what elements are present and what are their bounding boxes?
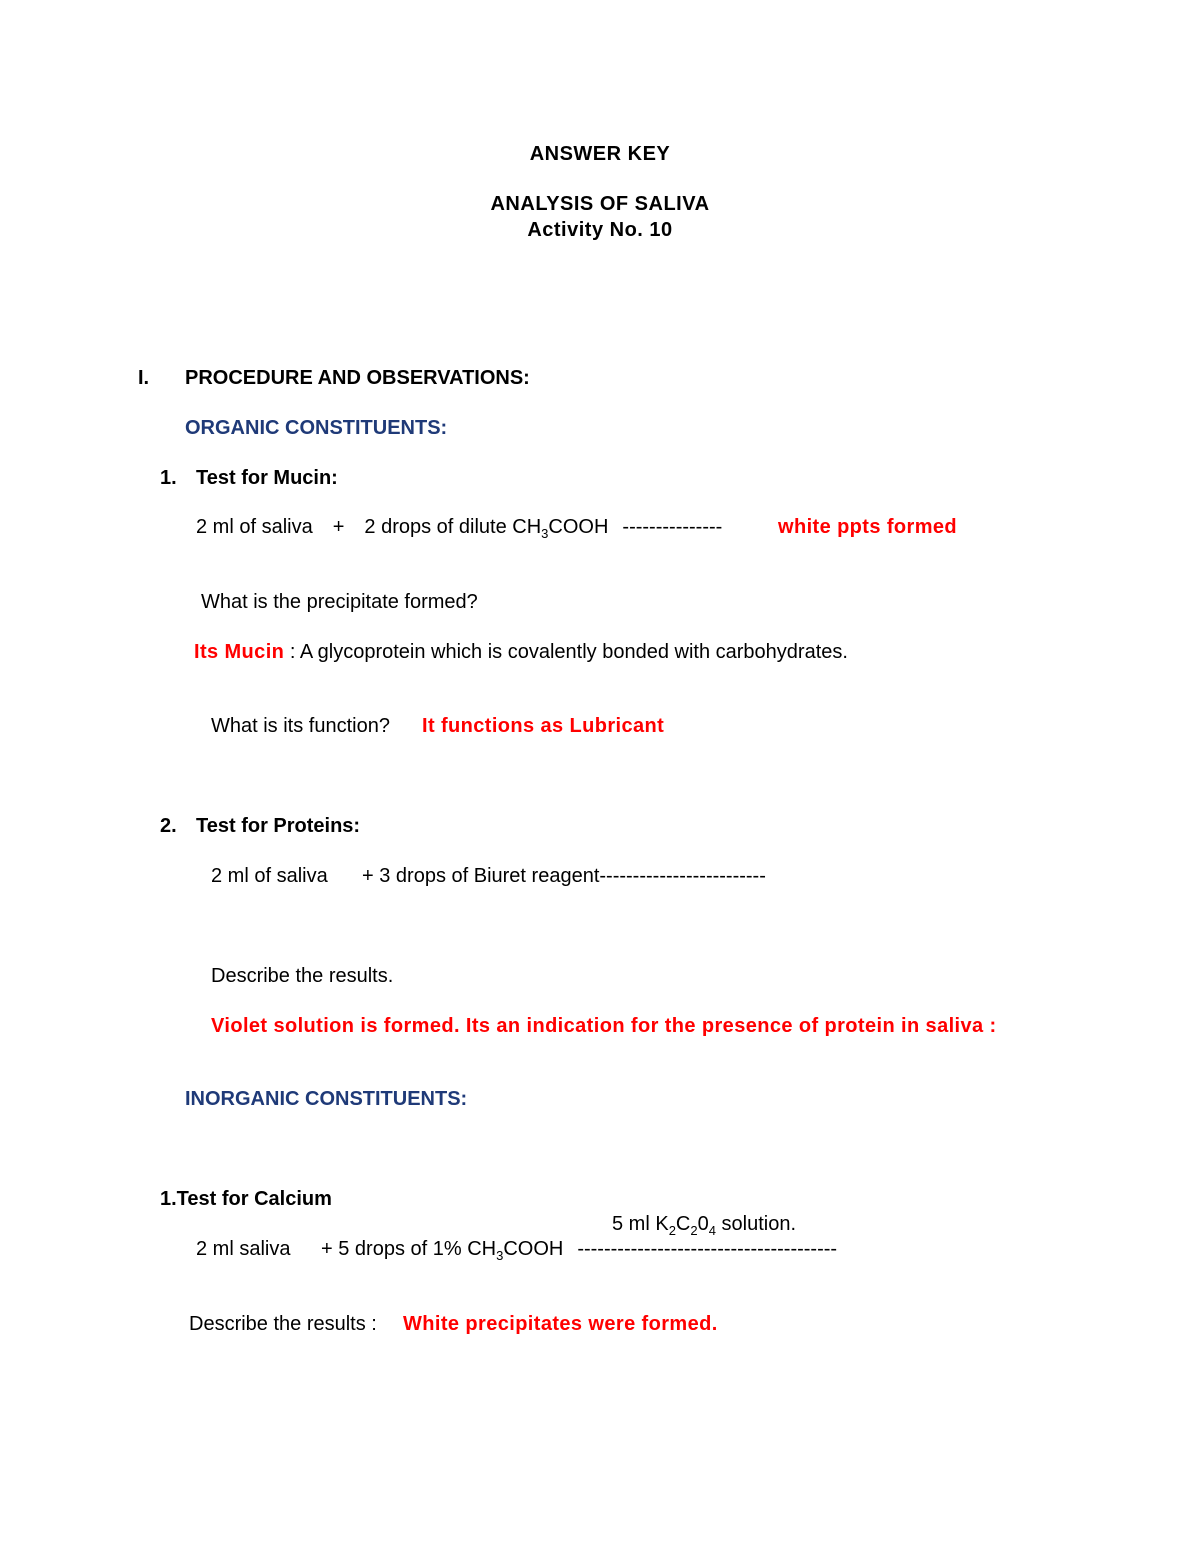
calcium-result: White precipitates were formed. bbox=[403, 1313, 718, 1335]
calcium-test-title: 1.Test for Calcium bbox=[160, 1188, 332, 1210]
mucin-function-answer: It functions as Lubricant bbox=[422, 715, 665, 737]
calcium-reagent-prefix: 5 ml K bbox=[612, 1213, 669, 1235]
calcium-describe-prompt: Describe the results : bbox=[189, 1313, 377, 1335]
calcium-reagent-subscript-1: 2 bbox=[668, 1223, 676, 1238]
protein-test-title: Test for Proteins: bbox=[196, 815, 361, 837]
protein-result: Violet solution is formed. Its an indication for the presence of protein in saliva : bbox=[211, 1015, 997, 1037]
calcium-drops-subscript: 3 bbox=[496, 1248, 504, 1263]
inorganic-heading: INORGANIC CONSTITUENTS: bbox=[185, 1088, 468, 1110]
section-heading: PROCEDURE AND OBSERVATIONS: bbox=[185, 367, 530, 389]
calcium-reagent-label bbox=[612, 1213, 797, 1238]
mucin-result: white ppts formed bbox=[778, 516, 958, 538]
section-numeral: I. bbox=[138, 367, 150, 389]
protein-arrow-dashes: ------------------------- bbox=[599, 865, 766, 887]
mucin-reagent: 2 drops of dilute CH bbox=[364, 516, 542, 538]
calcium-reagent-subscript-3: 4 bbox=[708, 1223, 716, 1238]
mucin-reagent-subscript: 3 bbox=[541, 526, 549, 541]
calcium-drops-suffix: COOH bbox=[503, 1238, 564, 1260]
mucin-test-title: Test for Mucin: bbox=[196, 467, 338, 489]
protein-saliva-amount: 2 ml of saliva bbox=[211, 865, 328, 887]
mucin-plus-sign: + bbox=[332, 516, 345, 538]
mucin-question: What is the precipitate formed? bbox=[201, 591, 478, 613]
page-title: ANSWER KEY bbox=[529, 143, 671, 165]
calcium-reagent-carbon: C bbox=[675, 1213, 691, 1235]
mucin-reagent-suffix: COOH bbox=[548, 516, 609, 538]
calcium-arrow-dashes: --------------------------------------- bbox=[577, 1238, 838, 1260]
protein-describe-prompt: Describe the results. bbox=[211, 965, 394, 987]
mucin-answer-label: Its Mucin bbox=[194, 641, 285, 663]
activity-number: Activity No. 10 bbox=[527, 219, 673, 241]
mucin-answer-line bbox=[194, 642, 848, 662]
calcium-reagent-subscript-2: 2 bbox=[690, 1223, 698, 1238]
calcium-reagent-oxygen: 0 bbox=[697, 1213, 709, 1235]
protein-procedure-line bbox=[362, 866, 766, 886]
protein-test-number: 2. bbox=[160, 815, 177, 837]
mucin-arrow-dashes: --------------- bbox=[622, 516, 723, 538]
mucin-saliva-amount: 2 ml of saliva bbox=[196, 516, 313, 538]
mucin-procedure-line bbox=[196, 516, 723, 541]
mucin-answer-text: : A glycoprotein which is covalently bonded with carbohydrates. bbox=[289, 641, 848, 663]
calcium-reagent-suffix: solution. bbox=[715, 1213, 797, 1235]
calcium-reagent-drops: + 5 drops of 1% CH bbox=[321, 1238, 497, 1260]
mucin-function-question: What is its function? bbox=[211, 715, 390, 737]
protein-reagent: + 3 drops of Biuret reagent bbox=[362, 865, 600, 887]
organic-heading: ORGANIC CONSTITUENTS: bbox=[185, 417, 448, 439]
document-subtitle: ANALYSIS OF SALIVA bbox=[490, 193, 710, 215]
mucin-test-number: 1. bbox=[160, 467, 177, 489]
calcium-saliva-amount: 2 ml saliva bbox=[196, 1238, 291, 1260]
calcium-procedure-line bbox=[321, 1238, 838, 1263]
